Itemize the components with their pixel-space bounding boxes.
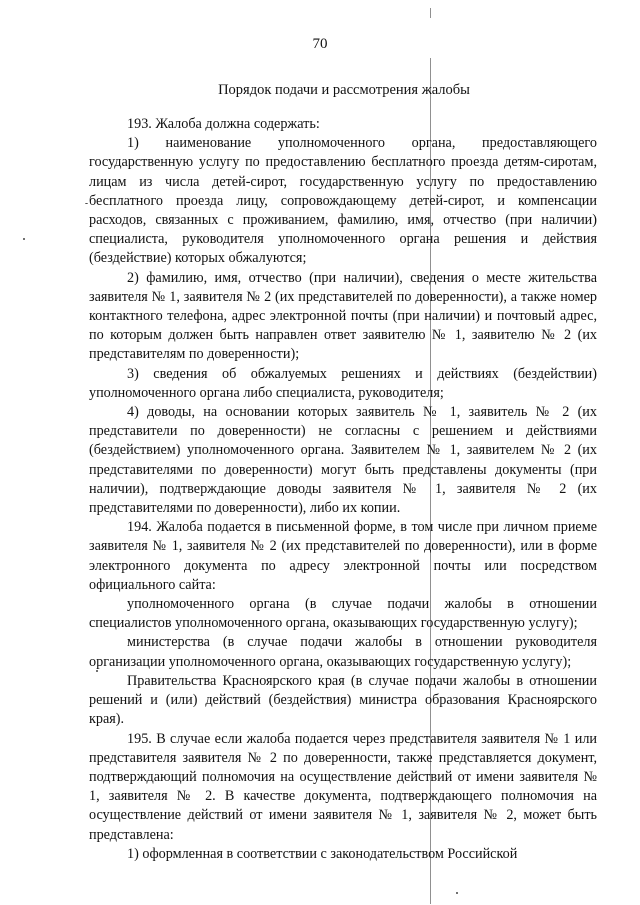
paragraph-194-government: Правительства Красноярского края (в случае подачи жалобы в отношении решений и (или) действий (бездействия) министра образования Красноярского края).: [89, 672, 597, 728]
paragraph-193-item-3: 3) сведения об обжалуемых решениях и действиях (бездействии) уполномоченного органа либо специалиста, руководителя;: [89, 365, 597, 401]
scan-fold-line-top: [430, 8, 431, 18]
paragraph-193-item-1: 1) наименование уполномоченного органа, предоставляющего государственную услугу по предоставлению бесплатного проезда детям-сиротам, лицам из числа детей-сирот, государственную услугу по предоставлению бесплатного проезда лицу, сопровождающему детей-сирот, и компенсации расходов, связанных с проживанием, фамилию, имя, отчество (при наличии) специалиста, руководителя уполномоченного органа решения и действия (бездействие) которых обжалуются;: [89, 135, 597, 267]
scan-speck: [456, 892, 458, 894]
paragraph-193-item-2: 2) фамилию, имя, отчество (при наличии), сведения о месте жительства заявителя № 1, заявителя № 2 (их представителей по доверенности), а также номер контактного телефона, адрес электронной почты (при наличии) и почтовый адрес, по которым должен быть направлен ответ заявителю № 1, заявителю № 2 (их представителям по доверенности);: [89, 269, 597, 363]
paragraph-193: 193. Жалоба должна содержать:: [127, 116, 320, 132]
document-body: [89, 115, 597, 864]
scan-speck: [85, 203, 88, 204]
scan-speck: [23, 238, 25, 240]
paragraph-193-item-4: 4) доводы, на основании которых заявитель № 1, заявитель № 2 (их представители по доверенности) не согласны с решением и действиями (бездействием) уполномоченного органа. Заявителем № 1, заявителем № 2 (их представителями по доверенности) могут быть представлены документы (при наличии), подтверждающие доводы заявителя № 1, заявителя № 2 (их представителями по доверенности), либо их копии.: [89, 404, 597, 517]
paragraph-195: 195. В случае если жалоба подается через представителя заявителя № 1 или представителя заявителя № 2 по доверенности, также представляется документ, подтверждающий полномочия на осуществление действий от имени заявителя № 1, заявителя № 2. В качестве документа, подтверждающего полномочия на осуществление действий от имени заявителя № 1, заявителя № 2, может быть представлена:: [89, 730, 597, 843]
page-number: 70: [312, 36, 328, 52]
paragraph-194: 194. Жалоба подается в письменной форме, в том числе при личном приеме заявителя № 1, заявителя № 2 (их представителей по доверенности), или в форме электронного документа по адресу электронной почты или посредством официального сайта:: [89, 519, 597, 593]
paragraph-194-authority: уполномоченного органа (в случае подачи жалобы в отношении специалистов уполномоченного органа, оказывающих государственную услугу);: [89, 596, 597, 632]
section-heading: Порядок подачи и рассмотрения жалобы: [218, 82, 470, 98]
paragraph-194-ministry: министерства (в случае подачи жалобы в отношении руководителя организации уполномоченного органа, оказывающих государственную услугу);: [89, 634, 597, 670]
paragraph-195-item-1: 1) оформленная в соответствии с законодательством Российской: [127, 845, 518, 862]
